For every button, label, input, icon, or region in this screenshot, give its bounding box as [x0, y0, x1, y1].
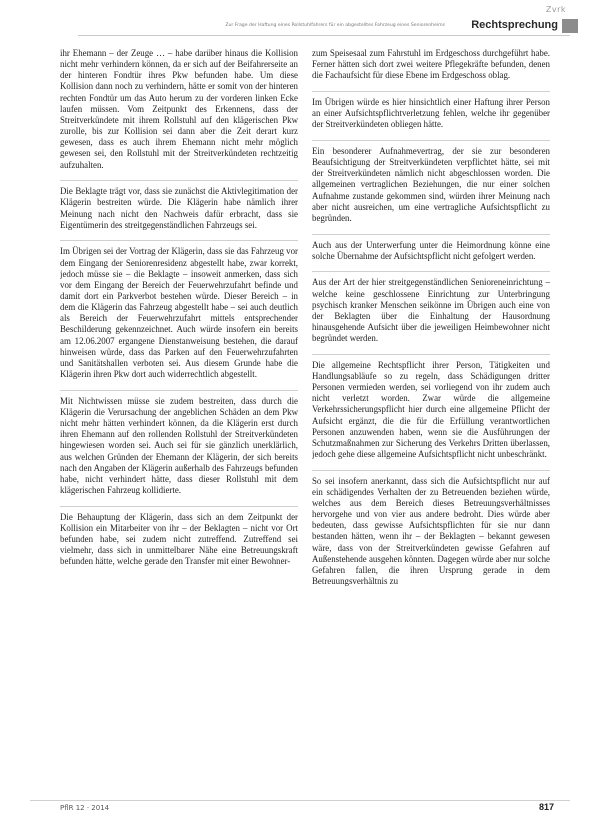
paragraph: ihr Ehemann – der Zeuge … – habe darüber hinaus die Kollision nicht mehr verhindern können, da er sich auf der Beifahrerseite an der hinteren Fondtür ihres Pkw befunden habe. Um diese Kollision dann noch zu verhindern, hätte er somit von der hinteren rechten Fondtür um das Auto herum zu der vorderen linken Ecke laufen müssen. Vom Zeitpunkt des Erkennens, dass der Streitverkündete mit ihrem Rollstuhl auf den klägerischen Pkw zurolle, bis zur Kollision sei dann aber die Zeit derart kurz gewesen, dass es auch ihrem Ehemann nicht mehr möglich gewesen sei, den Rollstuhl mit der Streitverkündeten rechtzeitig aufzuhalten. — [60, 48, 298, 170]
paragraph: Aus der Art der hier streitgegenständlichen Senioreneinrichtung – welche keine geschlossene Einrichtung zur Unterbringung psychisch kranker Menschen seikönne im Übrigen auch eine von der Beklagten über die Einhaltung der Hausordnung hinausgehende Aufsicht über die jeweiligen Heimbewohner nicht begründet werden. — [312, 271, 550, 344]
paragraph: Ein besonderer Aufnahmevertrag, der sie zur besonderen Beaufsichtigung der Streitverkündeten verpflichtet hätte, sei mit der Streitverkündeten nämlich nicht abgeschlossen worden. Die allgemeinen vertraglichen Beziehungen, die nur einer solchen Aufnahme zustande gekommen sind, würden ihrer Meinung nach aber nicht ausreichen, um eine vertragliche Aufsichtspflicht zu begründen. — [312, 140, 550, 224]
right-column — [312, 48, 550, 783]
paragraph: Die Beklagte trägt vor, dass sie zunächst die Aktivlegitimation der Klägerin bestreiten würde. Die Klägerin habe nämlich ihrer Meinung nach nicht den Nachweis dafür erbracht, dass sie Eigentümerin des streitgegenständlichen Fahrzeugs sei. — [60, 180, 298, 231]
left-column — [60, 48, 298, 783]
paragraph: Auch aus der Unterwerfung unter die Heimordnung könne eine solche Übernahme der Aufsichtspflicht nicht gefolgert werden. — [312, 234, 550, 262]
paragraph: Im Übrigen sei der Vortrag der Klägerin, dass sie das Fahrzeug vor dem Eingang der Seniorenresidenz abgestellt habe, zwar korrekt, jedoch müsse sie – die Beklagte – insoweit anmerken, dass sich vor dem Eingang der Bereich der Feuerwehrzufahrt befinde und damit dort ein Parkverbot bestehen würde. Dieser Bereich – in dem die Klägerin das Fahrzeug abgestellt habe – sei auch deutlich als Bereich der Feuerwehrzufahrt mittels entsprechender Beschilderung gekennzeichnet. Auch würde insofern ein bereits am 12.06.2007 ergangene Dienstanweisung bestehen, die darauf hinweisen würde, dass das Parken auf den Feuerwehrzufahrten und Sanitätshallen verboten sei. Aus diesem Grunde habe die Klägerin ihren Pkw dort auch widerrechtlich abgestellt. — [60, 240, 298, 380]
paragraph: Die allgemeine Rechtspflicht ihrer Person, Tätigkeiten und Handlungsabläufe so zu regeln, dass Schädigungen dritter Personen vermieden werden, sei vorliegend von ihr zudem auch nicht verletzt worden. Zwar würde die allgemeine Verkehrssicherungspflicht hier durch eine allgemeine Pflicht der Aufsicht ergänzt, die die für die Erfüllung verantwortlichen Personen anzuwenden haben, wenn sie die Ausführungen der Schutzmaßnahmen zur Sicherung des Verkehrs Dritten überlassen, jedoch gehe diese allgemeine Aufsichtspflicht nicht unbeschränkt. — [312, 354, 550, 460]
corner-label: Zvrk — [545, 5, 566, 14]
header-rule — [78, 35, 570, 36]
running-header — [0, 17, 600, 35]
paragraph: Im Übrigen würde es hier hinsichtlich einer Haftung ihrer Person an einer Aufsichtspflichtverletzung fehlen, welche ihr gegenüber der Streitverkündeten obliegen hätte. — [312, 91, 550, 130]
paragraph: So sei insofern anerkannt, dass sich die Aufsichtspflicht nur auf ein schädigendes Verhalten der zu Betreuenden beziehen würde, welches aus dem Bereich dieses Betreuungsverhältnisses hervorgehe und von vier aus andere bedroht. Dies würde aber bedeuten, dass gewisse Aufsichtspflichten für sie nur dann bestanden hätten, wenn ihr – der Beklagten – bekannt gewesen wäre, dass von der Streitverkündeten gewisse Gefahren auf Außenstehende ausgehen könnten. Dagegen würde aber nur solche Gefahren fallen, die ihren Ursprung gerade in dem Betreuungsverhältnis zu — [312, 470, 550, 588]
page-footer — [0, 802, 600, 822]
section-title: Rechtsprechung — [471, 19, 558, 31]
journal-issue: PflR 12 · 2014 — [60, 804, 110, 812]
section-tab-marker — [562, 19, 578, 33]
paragraph: Mit Nichtwissen müsse sie zudem bestreiten, dass durch die Klägerin die Verursachung der angeblichen Schäden an dem Pkw nicht mehr hätten verhindert können, da die Klägerin erst durch ihren Ehemann auf den rollenden Rollstuhl der Streitverkündeten hingewiesen worden sei. Auch sei für sie gänzlich unerklärlich, aus welchen Gründen der Ehemann der Klägerin, der sich bereits nach den Angaben der Klägerin außerhalb des Fahrzeugs befunden habe, nicht verhindert hätte, dass dieser Rollstuhl mit dem klägerischen Fahrzeug kollidierte. — [60, 390, 298, 496]
page-number: 817 — [538, 802, 554, 812]
header-subtitle: Zur Frage der Haftung eines Rollstuhlfahrers für ein abgestelltes Fahrzeug eines Seniorenheims — [225, 23, 445, 28]
footer-rule — [30, 800, 570, 801]
paragraph: zum Speisesaal zum Fahrstuhl im Erdgeschoss durchgeführt habe. Ferner hätten sich dort zwei weitere Pflegekräfte befunden, denen die Fachaufsicht für diese Ebene im Erdgeschoss oblag. — [312, 48, 550, 81]
paragraph: Die Behauptung der Klägerin, dass sich an dem Zeitpunkt der Kollision ein Mitarbeiter von ihr – der Beklagten – nicht vor Ort befunden habe, sei zudem nicht zutreffend. Zutreffend sei vielmehr, dass sich in unmittelbarer Nähe eine Betreuungskraft befunden hätte, welche gerade den Transfer mit einer Bewohner- — [60, 506, 298, 568]
